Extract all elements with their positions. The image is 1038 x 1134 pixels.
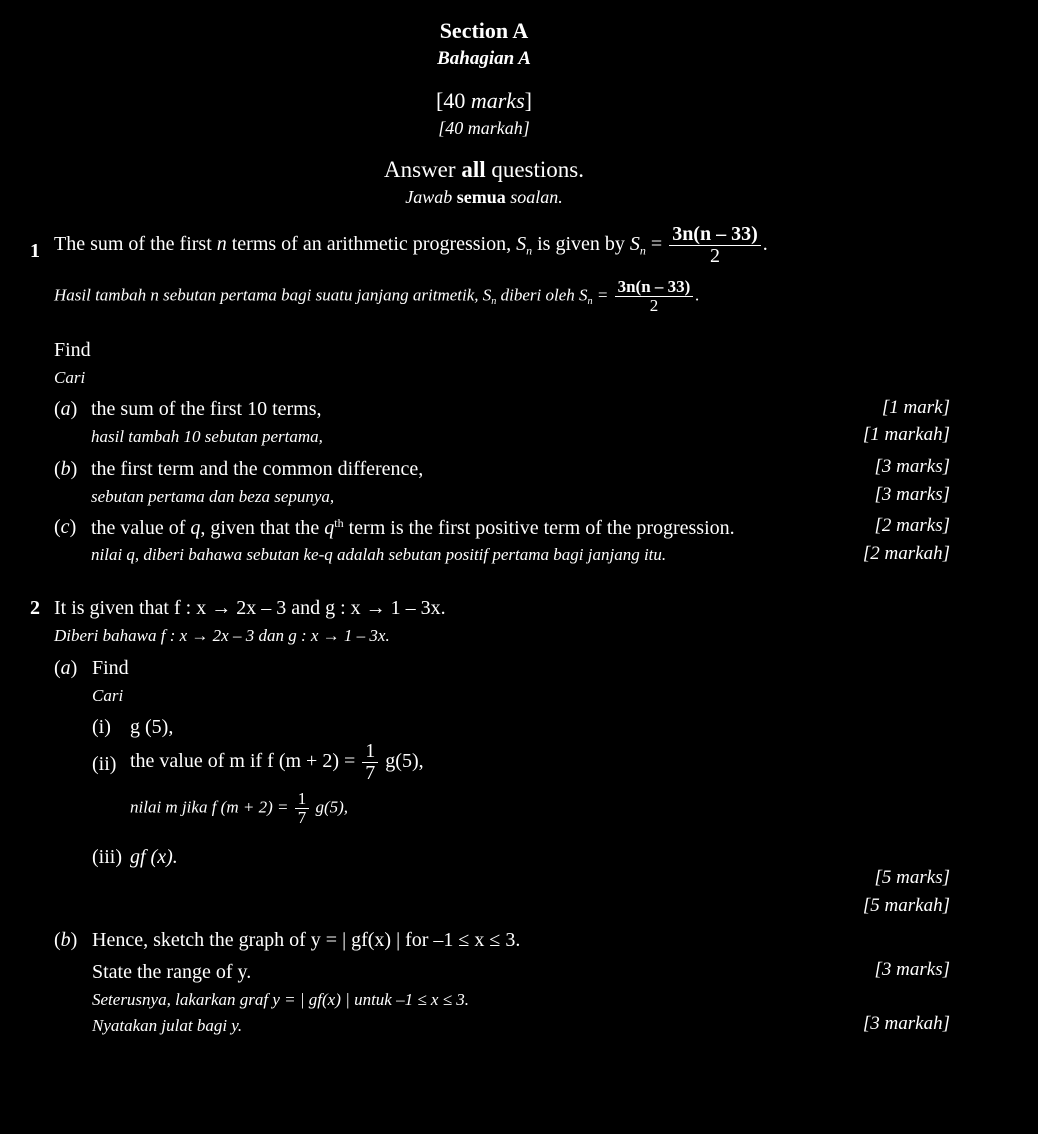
q1-part-a-mark: [1 mark] [881, 397, 950, 418]
q2-part-b-text-2: State the range of y. [92, 961, 252, 983]
q1-part-c-mark-ms: [2 markah] [862, 543, 950, 564]
q2-sub-ii-label: (ii) [92, 753, 117, 775]
q1-part-b-label: (b) [54, 458, 78, 480]
question-2-number: 2 [30, 597, 40, 619]
q2-part-a-mark: [5 marks] [874, 867, 950, 888]
section-title-ms: Bahagian A [437, 48, 531, 69]
q1-part-a-mark-ms: [1 markah] [862, 424, 950, 445]
question-1-number: 1 [30, 240, 40, 262]
q2-part-a-find-ms: Cari [92, 686, 124, 705]
question-1-stem-ms: Hasil tambah n sebutan pertama bagi suatu janjang aritmetik, $S_n$ diberi oleh $S_n$ = $\frac{3n(n - 33)}{2}$ . [54, 277, 700, 315]
q2-sub-ii-text-ms: nilai m jika f (m + 2) = $\frac{1}{7}$ g(5), [130, 789, 349, 827]
q1-part-b-mark: [3 marks] [874, 456, 950, 477]
q1-part-b-mark-ms: [3 marks] [874, 484, 950, 505]
q1-part-c-label: (c) [54, 516, 77, 538]
q1-part-c-mark: [2 marks] [874, 515, 950, 536]
find-label-ms: Cari [54, 368, 86, 387]
question-2-stem: It is given that f : x → 2x – 3 and g : x → 1 – 3x. [54, 597, 446, 619]
q1-part-b-text-ms: sebutan pertama dan beza sepunya, [91, 487, 335, 506]
q2-sub-iii-text: gf (x). [130, 846, 178, 868]
q2-sub-ii-text: the value of m if f (m + 2) = $\frac{1}{7}$ g(5), [130, 740, 424, 784]
question-2-stem-ms: Diberi bahawa f : x → 2x – 3 dan g : x → 1 – 3x. [54, 626, 390, 645]
sn-formula-fraction: $\frac{3n(n - 33)}{2}$ [669, 224, 761, 267]
instruction: Answer all questions. [384, 157, 584, 182]
q2-part-b-label: (b) [54, 929, 78, 951]
q2-part-b-text-1: Hence, sketch the graph of y = | gf(x) | for –1 ≤ x ≤ 3. [92, 929, 521, 951]
q1-part-b-text: the first term and the common difference, [91, 458, 424, 480]
q1-part-c-text: the value of q, given that the $q^{th}$ term is the first positive term of the progression. [91, 516, 735, 540]
q1-part-a-text-ms: hasil tambah 10 sebutan pertama, [91, 427, 323, 446]
instruction-ms: Jawab semua soalan. [405, 187, 563, 207]
q2-sub-i-label: (i) [92, 716, 111, 738]
q2-part-b-mark: [3 marks] [874, 959, 950, 980]
find-label: Find [54, 339, 91, 361]
q2-part-b-text-1-ms: Seterusnya, lakarkan graf y = | gf(x) | untuk –1 ≤ x ≤ 3. [92, 990, 470, 1009]
total-marks-ms: [40 markah] [438, 118, 530, 138]
q2-sub-iii-label: (iii) [92, 846, 122, 868]
q2-sub-i-text: g (5), [130, 716, 174, 738]
q2-part-a-mark-ms: [5 markah] [862, 895, 950, 916]
question-1-stem: The sum of the first n terms of an arithmetic progression, $S_n$ is given by $S_n$ = $\frac{3n(n - 33)}{2}$ . [54, 223, 768, 267]
section-title: Section A [439, 18, 529, 43]
one-seventh-fraction: $\frac{1}{7}$ [362, 741, 378, 784]
one-seventh-fraction-ms: $\frac{1}{7}$ [295, 790, 310, 827]
q2-part-a-find: Find [92, 657, 129, 679]
q2-part-b-mark-ms: [3 markah] [862, 1013, 950, 1034]
q2-part-b-text-2-ms: Nyatakan julat bagi y. [92, 1016, 243, 1035]
q1-part-a-text: the sum of the first 10 terms, [91, 398, 322, 420]
sn-formula-fraction-ms: $\frac{3n(n - 33)}{2}$ [615, 278, 694, 315]
q2-part-a-label: (a) [54, 657, 78, 679]
q1-part-a-label: (a) [54, 398, 78, 420]
total-marks: [40 marks] [436, 88, 532, 113]
q1-part-c-text-ms: nilai q, diberi bahawa sebutan ke-q adalah sebutan positif pertama bagi janjang itu. [91, 545, 667, 564]
